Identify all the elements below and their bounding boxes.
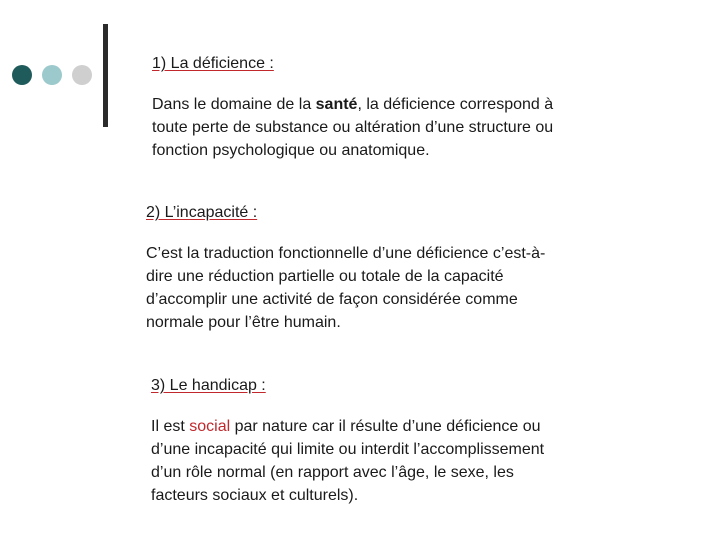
section-heading — [152, 52, 274, 75]
heading-text: 2) L’incapacité : — [146, 204, 258, 221]
keyword-social: social — [189, 418, 231, 435]
paragraph-line: fonction psychologique ou anatomique. — [152, 142, 430, 159]
decorative-dot-dark — [12, 65, 32, 85]
section-handicap — [151, 374, 544, 507]
paragraph-line: dire une réduction partielle ou totale de la capacité — [146, 268, 504, 285]
keyword-sante: santé — [315, 96, 358, 113]
section-paragraph — [151, 415, 544, 507]
paragraph-line — [151, 415, 544, 438]
text-run: Dans le domaine de la — [152, 96, 316, 113]
text-run: , la déficience correspond à — [357, 96, 554, 113]
paragraph-line: d’une incapacité qui limite ou interdit l’accomplissement — [151, 441, 545, 458]
section-deficience — [152, 52, 553, 162]
paragraph-line: facteurs sociaux et culturels). — [151, 487, 359, 504]
section-heading — [146, 201, 257, 224]
decorative-dot-teal — [42, 65, 62, 85]
section-paragraph — [152, 93, 553, 162]
paragraph-line: d’accomplir une activité de façon considérée comme — [146, 291, 518, 308]
heading-text: 3) Le handicap : — [151, 377, 266, 394]
paragraph-line — [152, 93, 553, 116]
paragraph-line: d’un rôle normal (en rapport avec l’âge, le sexe, les — [151, 464, 514, 481]
section-heading — [151, 374, 266, 397]
text-run: Il est — [151, 418, 190, 435]
decorative-vertical-bar — [103, 24, 108, 127]
paragraph-line: toute perte de substance ou altération d’une structure ou — [152, 119, 554, 136]
section-incapacite — [146, 201, 545, 334]
section-paragraph — [146, 242, 545, 334]
paragraph-line: normale pour l’être humain. — [146, 314, 341, 331]
paragraph-line: C’est la traduction fonctionnelle d’une déficience c’est-à- — [146, 245, 546, 262]
decorative-dot-grey — [72, 65, 92, 85]
heading-text: 1) La déficience : — [152, 55, 274, 72]
text-run: par nature car il résulte d’une déficience ou — [230, 418, 541, 435]
